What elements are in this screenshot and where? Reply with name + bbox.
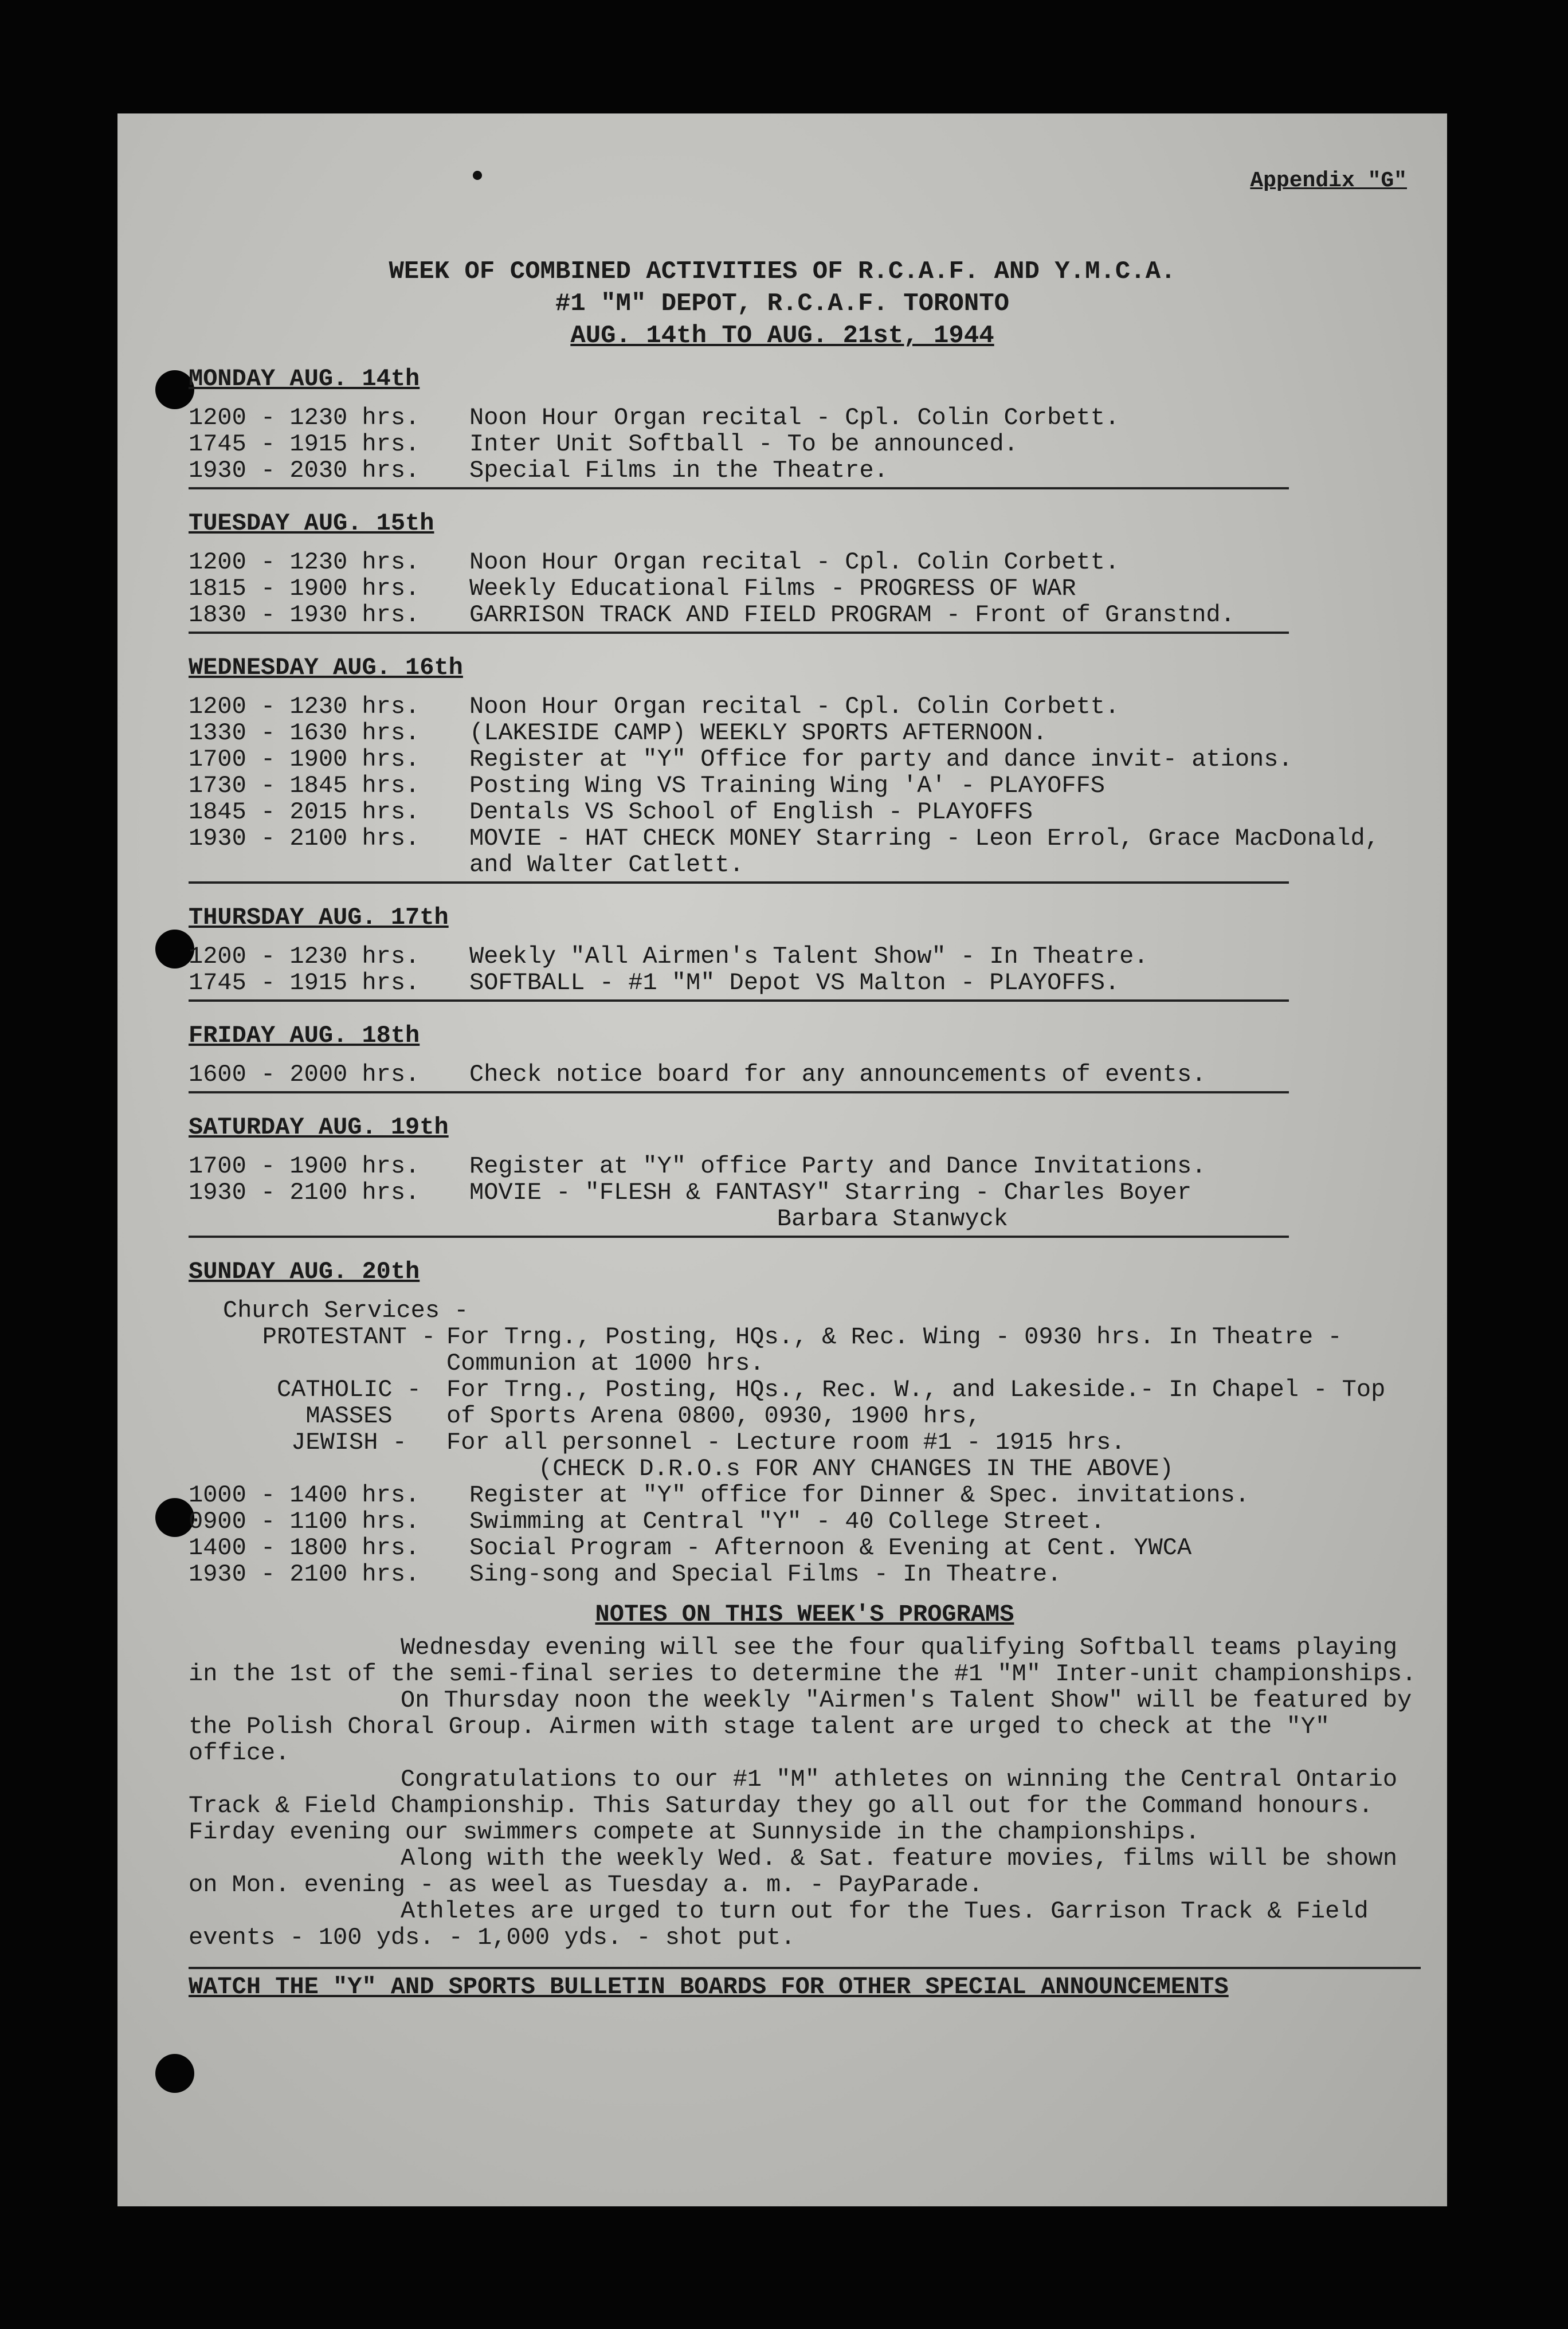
row-desc: Weekly "All Airmen's Talent Show" - In Theatre.	[469, 943, 1148, 970]
day-tuesday	[189, 510, 1421, 634]
row-time: 1200 - 1230 hrs.	[189, 404, 420, 432]
service-name: CATHOLIC - MASSES	[276, 1376, 422, 1430]
row-desc: MOVIE - HAT CHECK MONEY Starring - Leon Errol, Grace MacDonald, and Walter Catlett.	[469, 825, 1379, 879]
notes-paragraph: Wednesday evening will see the four qualifying Softball teams playing in the 1st of the semi-final series to determine the #1 "M" Inter-unit championships.	[189, 1634, 1417, 1688]
row-time: 1930 - 2100 hrs.	[189, 825, 420, 852]
schedule-row	[189, 943, 1421, 970]
document-title	[117, 256, 1447, 352]
row-time: 1845 - 2015 hrs.	[189, 798, 420, 826]
title-line-1: WEEK OF COMBINED ACTIVITIES OF R.C.A.F. AND Y.M.C.A.	[389, 257, 1176, 286]
day-heading: TUESDAY AUG. 15th	[189, 509, 434, 537]
row-desc: SOFTBALL - #1 "M" Depot VS Malton - PLAYOFFS.	[469, 969, 1120, 997]
schedule-row	[189, 799, 1421, 825]
church-services-label: Church Services -	[223, 1297, 469, 1324]
day-sunday	[189, 1258, 1421, 1587]
row-time: 1700 - 1900 hrs.	[189, 746, 420, 773]
row-desc: MOVIE - "FLESH & FANTASY" Starring - Charles Boyer	[469, 1179, 1192, 1206]
document-page	[117, 113, 1447, 2206]
row-desc: GARRISON TRACK AND FIELD PROGRAM - Front of Granstnd.	[469, 601, 1235, 629]
service-name: PROTESTANT -	[262, 1323, 436, 1351]
schedule-row	[189, 1179, 1421, 1206]
appendix-label: Appendix "G"	[1250, 168, 1407, 193]
schedule-row	[189, 431, 1421, 457]
schedule-row	[189, 970, 1421, 996]
service-row	[252, 1429, 1421, 1456]
schedule-row	[189, 457, 1421, 484]
service-desc: For Trng., Posting, HQs., Rec. W., and Lakeside.- In Chapel - Top of Sports Arena 0800, 0930, 1900 hrs,	[446, 1376, 1386, 1430]
day-heading: SATURDAY AUG. 19th	[189, 1113, 449, 1141]
ink-speck	[473, 171, 482, 180]
schedule-row	[189, 1482, 1421, 1508]
day-heading: MONDAY AUG. 14th	[189, 365, 420, 393]
row-time: 1745 - 1915 hrs.	[189, 430, 420, 458]
notes-paragraph: Along with the weekly Wed. & Sat. feature movies, films will be shown on Mon. evening - as weel as Tuesday a. m. - PayParade.	[189, 1845, 1398, 1899]
schedule-row	[189, 720, 1421, 746]
row-desc: Swimming at Central "Y" - 40 College Street.	[469, 1508, 1105, 1535]
footer-announcement: WATCH THE "Y" AND SPORTS BULLETIN BOARDS FOR OTHER SPECIAL ANNOUNCEMENTS	[189, 1967, 1421, 2000]
row-desc: Noon Hour Organ recital - Cpl. Colin Corbett.	[469, 693, 1120, 720]
schedule-row	[189, 1535, 1421, 1561]
notes-paragraph: Athletes are urged to turn out for the Tues. Garrison Track & Field events - 100 yds. - 1,000 yds. - shot put.	[189, 1897, 1369, 1951]
row-time: 1200 - 1230 hrs.	[189, 943, 420, 970]
punch-hole	[155, 2054, 194, 2093]
day-heading: SUNDAY AUG. 20th	[189, 1258, 420, 1285]
schedule-row	[189, 1508, 1421, 1535]
day-heading: WEDNESDAY AUG. 16th	[189, 654, 463, 681]
day-heading: THURSDAY AUG. 17th	[189, 904, 449, 931]
title-line-3: AUG. 14th TO AUG. 21st, 1944	[570, 321, 994, 350]
schedule-row	[189, 405, 1421, 431]
schedule-row	[189, 575, 1421, 602]
divider	[189, 1236, 1289, 1238]
service-desc: For all personnel - Lecture room #1 - 1915 hrs.	[446, 1429, 1126, 1456]
row-desc: Register at "Y" Office for party and dance invit- ations.	[469, 746, 1293, 773]
row-time: 1930 - 2100 hrs.	[189, 1179, 420, 1206]
divider	[189, 1091, 1289, 1093]
service-row	[252, 1377, 1421, 1429]
row-desc: Dentals VS School of English - PLAYOFFS	[469, 798, 1033, 826]
day-wednesday	[189, 654, 1421, 884]
row-time: 1830 - 1930 hrs.	[189, 601, 420, 629]
row-desc: Special Films in the Theatre.	[469, 457, 888, 484]
row-time: 1700 - 1900 hrs.	[189, 1152, 420, 1180]
day-monday	[189, 366, 1421, 489]
row-time: 1200 - 1230 hrs.	[189, 693, 420, 720]
divider	[189, 487, 1289, 489]
divider	[189, 999, 1289, 1002]
row-desc: Noon Hour Organ recital - Cpl. Colin Corbett.	[469, 404, 1120, 432]
row-time: 1400 - 1800 hrs.	[189, 1534, 420, 1562]
row-time: 1730 - 1845 hrs.	[189, 772, 420, 799]
check-note: (CHECK D.R.O.s FOR ANY CHANGES IN THE ABOVE)	[538, 1455, 1174, 1483]
row-desc: Register at "Y" office Party and Dance Invitations.	[469, 1152, 1206, 1180]
schedule-row	[189, 1061, 1421, 1088]
row-desc: Check notice board for any announcements of events.	[469, 1061, 1206, 1088]
row-desc: Social Program - Afternoon & Evening at Cent. YWCA	[469, 1534, 1192, 1562]
schedule	[189, 366, 1421, 2000]
row-time: 1930 - 2100 hrs.	[189, 1560, 420, 1588]
row-desc: Register at "Y" office for Dinner & Spec. invitations.	[469, 1481, 1250, 1509]
notes-paragraph: Congratulations to our #1 "M" athletes on winning the Central Ontario Track & Field Championship. This Saturday they go all out for the Command honours. Firday evening our swimmers compete at Sunnyside in the championships.	[189, 1766, 1398, 1846]
schedule-row	[189, 602, 1421, 628]
row-time: 1745 - 1915 hrs.	[189, 969, 420, 997]
divider	[189, 881, 1289, 884]
cast-name: Barbara Stanwyck	[777, 1205, 1008, 1233]
day-thursday	[189, 904, 1421, 1002]
row-time: 1200 - 1230 hrs.	[189, 548, 420, 576]
service-row	[252, 1324, 1421, 1377]
row-desc: (LAKESIDE CAMP) WEEKLY SPORTS AFTERNOON.	[469, 719, 1048, 747]
row-desc: Weekly Educational Films - PROGRESS OF WAR	[469, 575, 1076, 602]
notes-heading: NOTES ON THIS WEEK'S PROGRAMS	[595, 1601, 1014, 1628]
row-desc: Inter Unit Softball - To be announced.	[469, 430, 1018, 458]
day-saturday	[189, 1114, 1421, 1238]
row-desc: Posting Wing VS Training Wing 'A' - PLAYOFFS	[469, 772, 1105, 799]
schedule-row	[189, 773, 1421, 799]
title-line-2: #1 "M" DEPOT, R.C.A.F. TORONTO	[555, 289, 1010, 318]
schedule-row	[189, 693, 1421, 720]
row-time: 1600 - 2000 hrs.	[189, 1061, 420, 1088]
service-name: JEWISH -	[291, 1429, 407, 1456]
service-desc: For Trng., Posting, HQs., & Rec. Wing - 0930 hrs. In Theatre - Communion at 1000 hrs.	[446, 1323, 1342, 1377]
row-desc: Sing-song and Special Films - In Theatre.	[469, 1560, 1062, 1588]
schedule-row	[189, 825, 1421, 878]
day-heading: FRIDAY AUG. 18th	[189, 1022, 420, 1049]
row-time: 1815 - 1900 hrs.	[189, 575, 420, 602]
row-desc: Noon Hour Organ recital - Cpl. Colin Corbett.	[469, 548, 1120, 576]
schedule-row	[189, 1561, 1421, 1587]
row-time: 1000 - 1400 hrs.	[189, 1481, 420, 1509]
row-time: 0900 - 1100 hrs.	[189, 1508, 420, 1535]
schedule-row	[189, 746, 1421, 773]
row-time: 1930 - 2030 hrs.	[189, 457, 420, 484]
notes-paragraph: On Thursday noon the weekly "Airmen's Talent Show" will be featured by the Polish Choral Group. Airmen with stage talent are urged to check at the "Y" office.	[189, 1687, 1412, 1767]
divider	[189, 632, 1289, 634]
day-friday	[189, 1022, 1421, 1093]
schedule-row	[189, 1153, 1421, 1179]
schedule-row	[189, 549, 1421, 575]
row-time: 1330 - 1630 hrs.	[189, 719, 420, 747]
